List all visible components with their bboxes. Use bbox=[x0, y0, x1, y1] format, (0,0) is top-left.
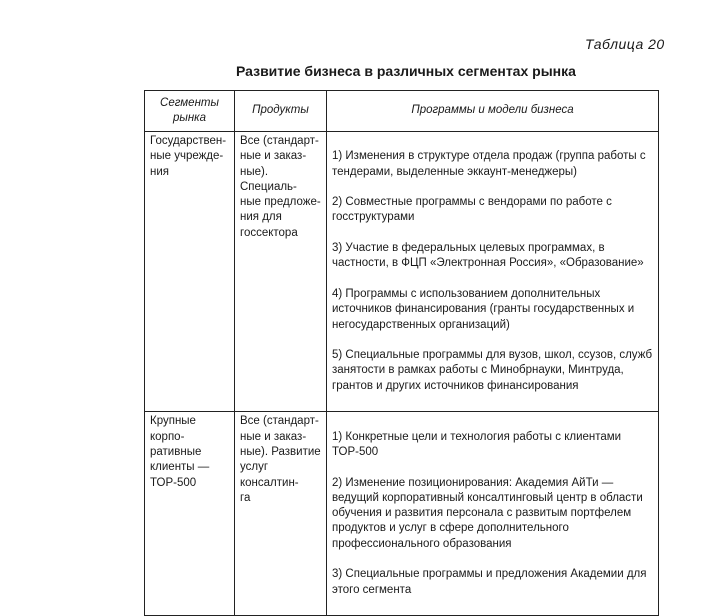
segment-cell: Крупные корпо- ративные клиенты — ТОР-500 bbox=[145, 412, 235, 616]
business-segments-table bbox=[144, 90, 659, 616]
products-cell: Все (стандарт- ные и заказ- ные). Специаль- ные предложе- ния для госсектора bbox=[235, 132, 327, 412]
products-cell: Все (стандарт- ные и заказ- ные). Развитие услуг консалтин- га bbox=[235, 412, 327, 616]
program-item: 3) Участие в федеральных целевых программах, в частности, в ФЦП «Электронная Россия», «Образование» bbox=[332, 242, 644, 270]
header-products: Продукты bbox=[235, 91, 327, 132]
header-segments: Сегменты рынка bbox=[145, 91, 235, 132]
table-row bbox=[145, 412, 659, 616]
programs-cell bbox=[327, 132, 659, 412]
program-item: 3) Специальные программы и предложения Академии для этого сегмента bbox=[332, 568, 647, 596]
table-title: Развитие бизнеса в различных сегментах рынка bbox=[236, 63, 576, 79]
table-caption: Таблица 20 bbox=[585, 36, 665, 52]
program-item: 2) Изменение позиционирования: Академия АйТи — ведущий корпоративный консалтинговый центр в области обучения и развития персонала с развитым портфелем продуктов и услуг в сфере дополнительного профессионального образования bbox=[332, 476, 643, 550]
table-row bbox=[145, 132, 659, 412]
program-item: 4) Программы с использованием дополнительных источников финансирования (гранты государственных и негосударственных организаций) bbox=[332, 287, 635, 331]
segment-cell: Государствен- ные учрежде- ния bbox=[145, 132, 235, 412]
program-item: 2) Совместные программы с вендорами по работе с госструктурами bbox=[332, 196, 612, 224]
program-item: 5) Специальные программы для вузов, школ, ссузов, служб занятости в рамках работы с Минобрнауки, Минтруда, грантов и других источников финансирования bbox=[332, 349, 653, 392]
programs-cell bbox=[327, 412, 659, 616]
program-item: 1) Изменения в структуре отдела продаж (группа работы с тендерами, выделенные эккаунт-менеджеры) bbox=[332, 150, 646, 178]
program-item: 1) Конкретные цели и технология работы с клиентами ТОР-500 bbox=[332, 430, 622, 458]
header-programs: Программы и модели бизнеса bbox=[327, 91, 659, 132]
header-row bbox=[145, 91, 659, 132]
